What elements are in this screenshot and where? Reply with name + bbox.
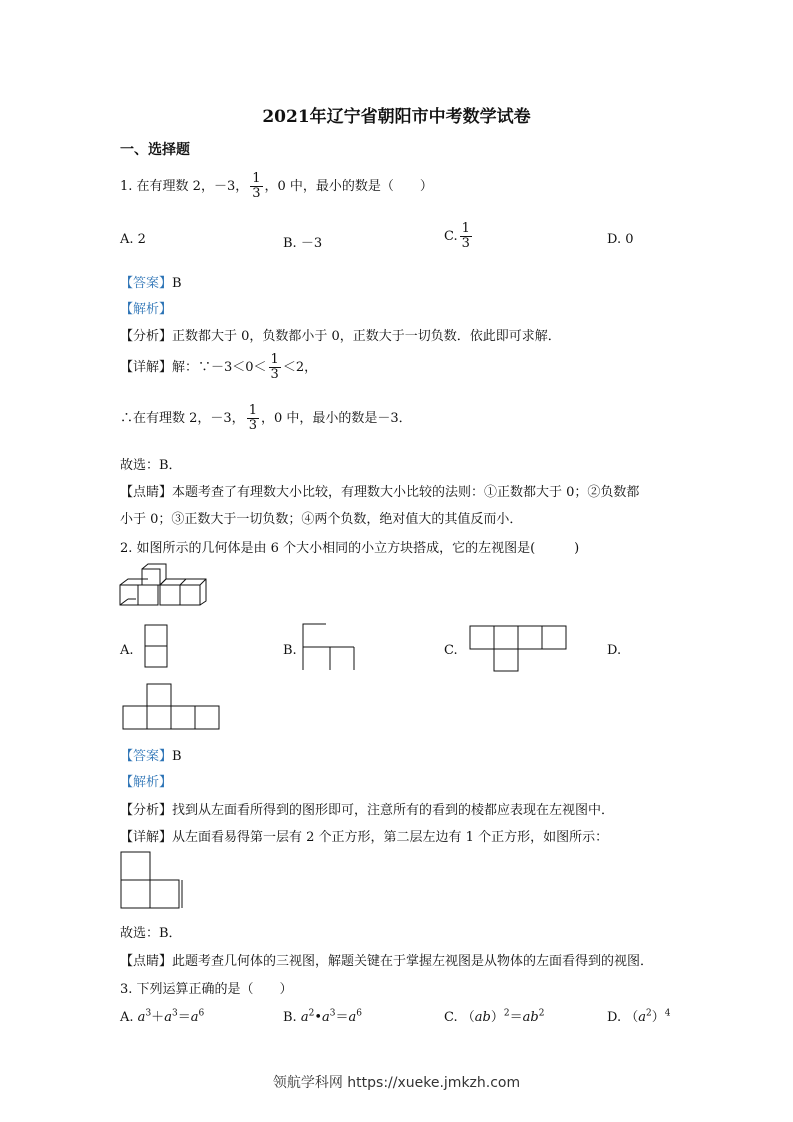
q1-detail-part1: 【详解】解：∵－3＜0＜ bbox=[120, 360, 267, 375]
q1-comment-line1: 【点睛】本题考查了有理数大小比较，有理数大小比较的法则：①正数都大于 0；②负数都 bbox=[120, 485, 640, 500]
q1-fraction bbox=[250, 172, 262, 201]
q1-option-c bbox=[444, 222, 474, 251]
q1-frac-den: 3 bbox=[252, 186, 261, 201]
q1-conclusion bbox=[120, 404, 412, 433]
q1-option-b: B. －3 bbox=[283, 236, 323, 251]
q2-choose: 故选：B． bbox=[120, 926, 182, 941]
q2-solid-figure bbox=[118, 563, 214, 609]
q1-detail-num: 1 bbox=[270, 352, 279, 367]
q2-option-c-label: C. bbox=[444, 643, 458, 658]
q1-answer bbox=[120, 272, 182, 291]
q1-option-c-den: 3 bbox=[461, 236, 470, 251]
q1-answer-tag: 【答案】 bbox=[120, 276, 173, 291]
q1-stem bbox=[120, 172, 433, 201]
q2-option-b-figure bbox=[302, 623, 358, 671]
q1-option-d: D. 0 bbox=[607, 232, 634, 247]
q3-option-c-label: C. bbox=[444, 1010, 458, 1025]
q1-frac-num: 1 bbox=[252, 171, 261, 186]
q1-conclusion-fraction bbox=[247, 404, 259, 433]
q1-option-c-num: 1 bbox=[461, 221, 470, 236]
q2-option-a-figure bbox=[144, 624, 170, 670]
q1-stem-part2: ，0 中，最小的数是（ ） bbox=[264, 179, 433, 194]
q2-comment: 【点睛】此题考查几何体的三视图，解题关键在于掌握左视图是从物体的左面看得到的视图． bbox=[120, 954, 654, 969]
footer-watermark[interactable]: 领航学科网 https://xueke.jmkzh.com bbox=[272, 1075, 521, 1091]
q1-analysis: 【分析】正数都大于 0，负数都小于 0，正数大于一切负数．依此即可求解． bbox=[120, 329, 561, 344]
q2-analysis: 【分析】找到从左面看所得到的图形即可，注意所有的看到的棱都应表现在左视图中． bbox=[120, 803, 615, 818]
q2-answer-tag: 【答案】 bbox=[120, 749, 173, 764]
q2-option-c-figure bbox=[469, 625, 569, 673]
q2-stem: 2. 如图所示的几何体是由 6 个大小相同的小立方块搭成，它的左视图是( ) bbox=[120, 541, 580, 556]
q2-left-view-figure bbox=[120, 851, 184, 911]
q2-option-b-label: B. bbox=[283, 643, 297, 658]
section-heading: 一、选择题 bbox=[120, 142, 190, 158]
q1-detail-fraction bbox=[269, 353, 281, 382]
q2-option-d-figure bbox=[122, 683, 222, 731]
q2-option-a-label: A. bbox=[120, 643, 134, 658]
q1-conclusion-part2: ，0 中，最小的数是－3． bbox=[260, 411, 412, 426]
q3-option-b-label: B. bbox=[283, 1010, 297, 1025]
q3-option-d: D. $(a^2)^4$ bbox=[607, 1008, 671, 1025]
q1-detail bbox=[120, 353, 317, 382]
q1-choose: 故选：B． bbox=[120, 458, 182, 473]
q3-option-a: A. $a^3+a^3=a^6$ bbox=[120, 1008, 205, 1025]
q1-detail-part2: ＜2， bbox=[282, 360, 318, 375]
q1-comment-line2: 小于 0；③正数大于一切负数；④两个负数，绝对值大的其值反而小． bbox=[120, 512, 523, 527]
q1-conclusion-num: 1 bbox=[248, 403, 257, 418]
q1-detail-den: 3 bbox=[270, 367, 279, 382]
q2-detail: 【详解】从左面看易得第一层有 2 个正方形，第二层左边有 1 个正方形，如图所示： bbox=[120, 830, 609, 845]
q3-option-a-label: A. bbox=[120, 1010, 134, 1025]
q2-answer-value: B bbox=[172, 749, 182, 764]
q1-analysis-tag: 【解析】 bbox=[120, 302, 173, 317]
q3-option-b: B. $a^2•a^3=a^6$ bbox=[283, 1008, 363, 1025]
q3-stem: 3. 下列运算正确的是（ ） bbox=[120, 982, 293, 997]
q2-option-d-label: D. bbox=[607, 643, 622, 658]
q1-conclusion-part1: ∴在有理数 2，－3， bbox=[120, 411, 245, 426]
page-title: 2021年辽宁省朝阳市中考数学试卷 bbox=[262, 107, 531, 127]
q3-option-d-label: D. bbox=[607, 1010, 622, 1025]
q1-answer-value: B bbox=[172, 276, 182, 291]
q1-option-c-fraction bbox=[460, 222, 472, 251]
q1-option-c-label: C. bbox=[444, 229, 458, 244]
q1-stem-part1: 1. 在有理数 2，－3， bbox=[120, 179, 249, 194]
q1-option-a: A. 2 bbox=[120, 232, 146, 247]
q1-conclusion-den: 3 bbox=[248, 418, 257, 433]
q3-option-c: C. $(ab)^2=ab^2$ bbox=[444, 1008, 545, 1025]
q2-answer bbox=[120, 745, 182, 764]
q2-analysis-tag: 【解析】 bbox=[120, 775, 173, 790]
